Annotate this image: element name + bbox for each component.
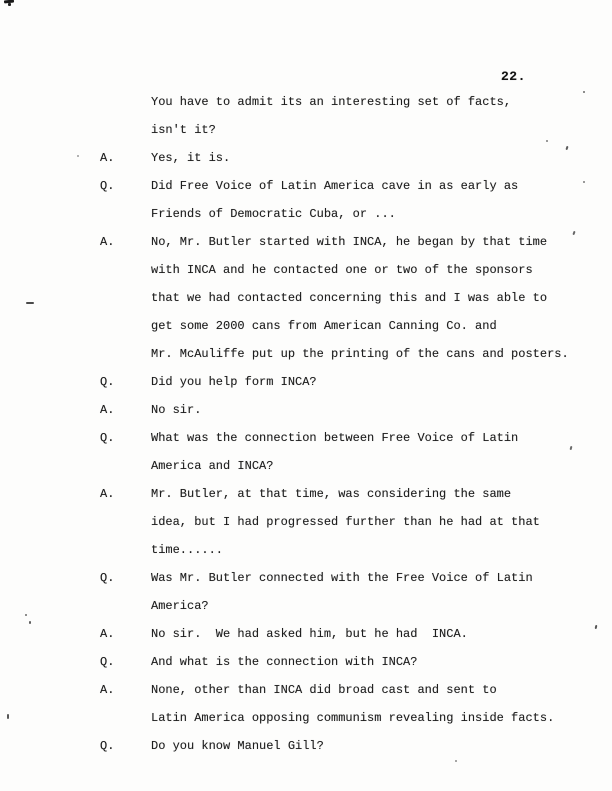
line-text: Was Mr. Butler connected with the Free Voice of Latin xyxy=(151,571,533,585)
speaker-label xyxy=(100,536,151,564)
transcript-line xyxy=(100,256,605,284)
line-text: Do you know Manuel Gill? xyxy=(151,739,324,753)
page-number: 22. xyxy=(501,69,526,84)
speaker-label: Q. xyxy=(100,571,115,585)
line-text: America? xyxy=(151,599,209,613)
speaker-label xyxy=(100,88,151,116)
speaker-label: Q. xyxy=(100,375,115,389)
line-text: time...... xyxy=(151,543,224,557)
transcript-line xyxy=(100,88,605,116)
scan-artifact xyxy=(29,621,31,624)
transcript-line xyxy=(100,144,605,172)
speaker-label xyxy=(100,284,151,312)
line-text: And what is the connection with INCA? xyxy=(151,655,418,669)
line-text: None, other than INCA did broad cast and sent to xyxy=(151,683,497,697)
speaker-label: A. xyxy=(100,151,115,165)
transcript-line xyxy=(100,312,605,340)
transcript-line xyxy=(100,368,605,396)
speaker-label xyxy=(100,452,151,480)
scan-artifact xyxy=(26,302,34,304)
scan-artifact xyxy=(455,760,457,762)
transcript-line xyxy=(100,116,605,144)
line-text: No sir. xyxy=(151,403,202,417)
line-text: You have to admit its an interesting set of facts, xyxy=(151,95,512,109)
scan-artifact xyxy=(8,3,11,6)
scan-artifact xyxy=(25,614,27,616)
speaker-label: A. xyxy=(100,627,115,641)
line-text: No sir. We had asked him, but he had INCA. xyxy=(151,627,468,641)
transcript-line xyxy=(100,592,605,620)
line-text: get some 2000 cans from American Canning Co. and xyxy=(151,319,497,333)
transcript-line xyxy=(100,284,605,312)
line-text: that we had contacted concerning this and I was able to xyxy=(151,291,548,305)
line-text: Latin America opposing communism revealing inside facts. xyxy=(151,711,555,725)
speaker-label xyxy=(100,312,151,340)
line-text: Friends of Democratic Cuba, or ... xyxy=(151,207,396,221)
transcript-line xyxy=(100,172,605,200)
scan-artifact xyxy=(77,155,79,157)
line-text: with INCA and he contacted one or two of the sponsors xyxy=(151,263,533,277)
transcript-line xyxy=(100,200,605,228)
speaker-label xyxy=(100,508,151,536)
transcript-line xyxy=(100,340,605,368)
speaker-label: Q. xyxy=(100,739,115,753)
scan-artifact xyxy=(583,91,585,93)
line-text: isn't it? xyxy=(151,123,216,137)
speaker-label xyxy=(100,256,151,284)
speaker-label: Q. xyxy=(100,431,115,445)
line-text: Did Free Voice of Latin America cave in as early as xyxy=(151,179,519,193)
transcript-line xyxy=(100,620,605,648)
transcript-line xyxy=(100,536,605,564)
line-text: Mr. McAuliffe put up the printing of the cans and posters. xyxy=(151,347,569,361)
transcript-line xyxy=(100,452,605,480)
speaker-label xyxy=(100,116,151,144)
speaker-label xyxy=(100,340,151,368)
speaker-label: A. xyxy=(100,403,115,417)
speaker-label xyxy=(100,592,151,620)
transcript-line xyxy=(100,564,605,592)
speaker-label xyxy=(100,200,151,228)
speaker-label: Q. xyxy=(100,655,115,669)
speaker-label: A. xyxy=(100,683,115,697)
line-text: Yes, it is. xyxy=(151,151,231,165)
line-text: What was the connection between Free Voice of Latin xyxy=(151,431,519,445)
transcript-line xyxy=(100,732,605,760)
transcript-line xyxy=(100,704,605,732)
transcript-line xyxy=(100,228,605,256)
scan-artifact xyxy=(7,714,9,719)
transcript-line xyxy=(100,396,605,424)
line-text: America and INCA? xyxy=(151,459,274,473)
line-text: idea, but I had progressed further than he had at that xyxy=(151,515,540,529)
transcript xyxy=(100,88,605,760)
speaker-label: A. xyxy=(100,235,115,249)
speaker-label xyxy=(100,704,151,732)
line-text: Mr. Butler, at that time, was considering the same xyxy=(151,487,512,501)
speaker-label: Q. xyxy=(100,179,115,193)
transcript-line xyxy=(100,648,605,676)
line-text: Did you help form INCA? xyxy=(151,375,317,389)
transcript-line xyxy=(100,480,605,508)
scan-artifact xyxy=(546,140,548,142)
transcript-line xyxy=(100,424,605,452)
transcript-line xyxy=(100,676,605,704)
scan-artifact xyxy=(583,181,585,183)
line-text: No, Mr. Butler started with INCA, he began by that time xyxy=(151,235,548,249)
speaker-label: A. xyxy=(100,487,115,501)
transcript-line xyxy=(100,508,605,536)
